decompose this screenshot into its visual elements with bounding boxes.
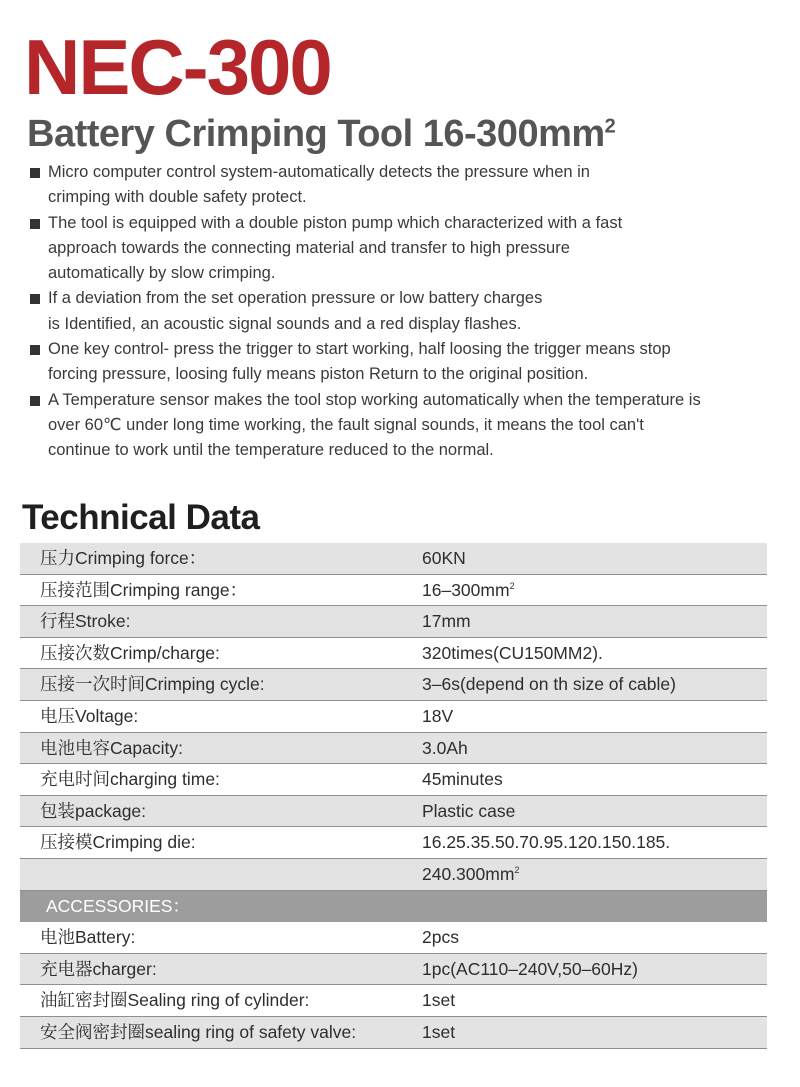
feature-line: automatically by slow crimping. xyxy=(48,264,276,283)
accessory-row-charger xyxy=(20,954,767,986)
feature-item xyxy=(28,337,768,388)
feature-line: over 60℃ under long time working, the fault signal sounds, it means the tool can't xyxy=(48,415,644,434)
spec-value-wrap xyxy=(422,575,515,606)
subtitle-superscript: 2 xyxy=(604,115,616,138)
spec-value: 60KN xyxy=(422,548,466,568)
model-title: NEC-300 xyxy=(24,23,331,111)
feature-line: A Temperature sensor makes the tool stop working automatically when the temperature is xyxy=(48,390,701,409)
feature-line: Micro computer control system-automatically detects the pressure when in xyxy=(48,163,590,181)
square-bullet-icon xyxy=(30,345,40,355)
feature-line: forcing pressure, loosing fully means piston Return to the original position. xyxy=(48,365,589,384)
accessories-header-row xyxy=(20,891,767,923)
spec-table xyxy=(20,543,767,1049)
accessory-label: 油缸密封圈Sealing ring of cylinder: xyxy=(40,990,310,1011)
accessories-heading: ACCESSORIES： xyxy=(46,895,190,916)
spec-label: 充电时间charging time: xyxy=(40,769,220,790)
spec-label: 包装package: xyxy=(40,800,147,821)
spec-value: 18V xyxy=(422,705,454,726)
spec-row-crimp-per-charge xyxy=(20,638,767,670)
accessory-row-cylinder-seal xyxy=(20,985,767,1017)
feature-line: is Identified, an acoustic signal sounds and a red display flashes. xyxy=(48,314,522,333)
feature-item xyxy=(28,160,768,211)
spec-value-wrap xyxy=(422,859,519,890)
accessory-value: 1pc(AC110–240V,50–60Hz) xyxy=(422,958,638,979)
square-bullet-icon xyxy=(30,219,40,229)
spec-value: 320times(CU150MM2). xyxy=(422,642,603,663)
square-bullet-icon xyxy=(30,168,40,178)
spec-label: 压接范围Crimping range： xyxy=(40,579,248,600)
spec-value: 16–300mm xyxy=(422,579,510,600)
spec-label: 电池电容Capacity: xyxy=(40,737,183,758)
subtitle-text: Battery Crimping Tool 16-300mm xyxy=(27,113,605,155)
technical-data-heading: Technical Data xyxy=(22,498,260,537)
spec-row-package xyxy=(20,796,767,828)
accessory-label: 安全阀密封圈sealing ring of safety valve: xyxy=(40,1021,357,1042)
spec-row-crimping-range xyxy=(20,575,767,607)
feature-line: One key control- press the trigger to start working, half loosing the trigger means stop xyxy=(48,340,671,359)
spec-row-crimping-die xyxy=(20,827,767,859)
spec-row-charging-time xyxy=(20,764,767,796)
accessory-value: 1set xyxy=(422,990,456,1011)
spec-row-voltage xyxy=(20,701,767,733)
spec-value-superscript: 2 xyxy=(509,580,515,591)
accessory-value: 2pcs xyxy=(422,927,459,948)
spec-label: 压接一次时间Crimping cycle: xyxy=(40,674,265,695)
spec-row-crimping-force xyxy=(20,543,767,575)
accessory-row-battery xyxy=(20,922,767,954)
spec-value: 3–6s(depend on th size of cable) xyxy=(422,674,676,695)
spec-label: 压接次数Crimp/charge: xyxy=(40,642,220,663)
spec-value: 16.25.35.50.70.95.120.150.185. xyxy=(422,832,671,853)
spec-row-stroke xyxy=(20,606,767,638)
feature-line: If a deviation from the set operation pressure or low battery charges xyxy=(48,289,543,308)
feature-line: approach towards the connecting material and transfer to high pressure xyxy=(48,238,570,257)
accessory-row-valve-seal xyxy=(20,1017,767,1049)
feature-line: crimping with double safety protect. xyxy=(48,188,307,207)
feature-item xyxy=(28,211,768,287)
feature-line: The tool is equipped with a double piston pump which characterized with a fast xyxy=(48,213,623,232)
spec-row-crimping-die-continued xyxy=(20,859,767,891)
spec-value-superscript: 2 xyxy=(514,865,520,876)
spec-label: 压力Crimping force： xyxy=(40,548,207,568)
spec-value: 240.300mm xyxy=(422,863,515,884)
spec-label: 电压Voltage: xyxy=(40,705,139,726)
feature-line: continue to work until the temperature reduced to the normal. xyxy=(48,441,494,460)
spec-value: 45minutes xyxy=(422,769,503,790)
feature-item xyxy=(28,286,768,337)
spec-value: 3.0Ah xyxy=(422,737,468,758)
accessory-label: 充电器charger: xyxy=(40,958,157,979)
feature-list xyxy=(28,160,768,464)
square-bullet-icon xyxy=(30,396,40,406)
spec-row-crimping-cycle xyxy=(20,669,767,701)
square-bullet-icon xyxy=(30,294,40,304)
accessory-value: 1set xyxy=(422,1021,456,1042)
spec-value: Plastic case xyxy=(422,800,516,821)
spec-label: 行程Stroke: xyxy=(40,611,131,632)
spec-label: 压接模Crimping die: xyxy=(40,832,196,853)
product-subtitle xyxy=(27,110,615,158)
accessory-label: 电池Battery: xyxy=(40,927,136,948)
spec-value: 17mm xyxy=(422,611,471,632)
feature-item xyxy=(28,388,768,464)
spec-row-capacity xyxy=(20,733,767,765)
